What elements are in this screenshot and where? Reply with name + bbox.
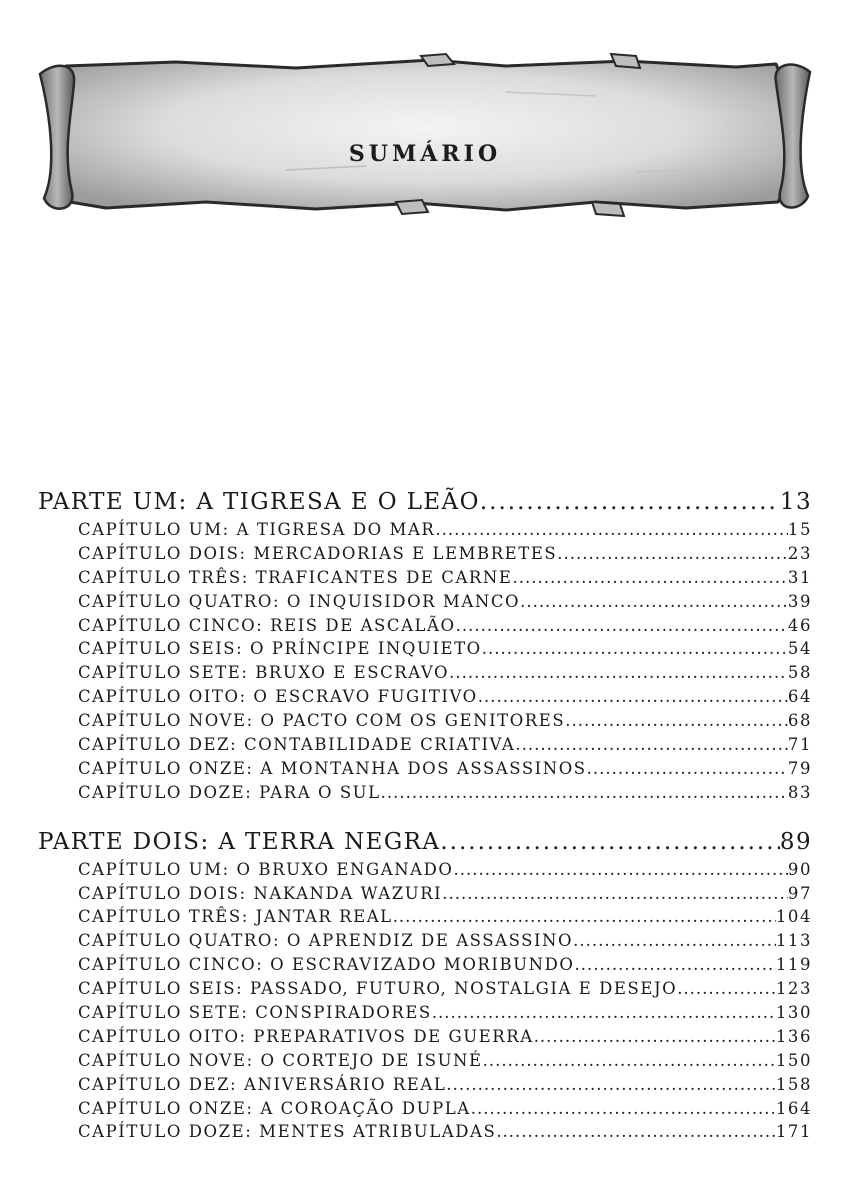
toc-chapter-page: 164 [775, 1098, 812, 1118]
toc-chapter-entry[interactable] [38, 1120, 812, 1144]
toc-chapter-entry[interactable] [38, 977, 812, 1001]
toc-chapter-page: 104 [775, 907, 812, 927]
toc-chapter-title: CAPÍTULO CINCO: O ESCRAVIZADO MORIBUNDO [78, 955, 575, 975]
toc-chapter-page: 97 [787, 883, 812, 903]
toc-chapter-title: CAPÍTULO SEIS: PASSADO, FUTURO, NOSTALGIA E DESEJO [78, 979, 678, 999]
toc-chapter-entry[interactable] [38, 1049, 812, 1073]
toc-chapter-title: CAPÍTULO OITO: PREPARATIVOS DE GUERRA [78, 1026, 534, 1046]
toc-chapter-entry[interactable] [38, 1025, 812, 1049]
toc-chapter-page: 31 [787, 567, 812, 587]
toc-chapter-entry[interactable] [38, 929, 812, 953]
toc-part-title: PARTE UM: A TIGRESA E O LEÃO [38, 489, 480, 515]
toc-chapter-page: 123 [775, 979, 812, 999]
toc-chapter-title: CAPÍTULO CINCO: REIS DE ASCALÃO [78, 615, 456, 635]
title-banner [36, 52, 814, 217]
toc-chapter-page: 68 [787, 711, 812, 731]
dot-leader [478, 685, 788, 709]
toc-chapter-title: CAPÍTULO DOIS: NAKANDA WAZURI [78, 883, 443, 903]
toc-chapter-title: CAPÍTULO QUATRO: O APRENDIZ DE ASSASSINO [78, 931, 574, 951]
toc-chapter-title: CAPÍTULO UM: O BRUXO ENGANADO [78, 859, 454, 879]
dot-leader [456, 614, 788, 638]
toc-chapter-title: CAPÍTULO OITO: O ESCRAVO FUGITIVO [78, 687, 478, 707]
toc-part [38, 826, 812, 1145]
dot-leader [573, 929, 776, 953]
toc-part-page: 13 [779, 489, 812, 515]
toc-chapter-title: CAPÍTULO TRÊS: TRAFICANTES DE CARNE [78, 567, 513, 587]
dot-leader [520, 590, 788, 614]
toc-chapter-entry[interactable] [38, 661, 812, 685]
parchment-scroll-graphic [36, 52, 814, 217]
toc-chapter-page: 54 [787, 639, 812, 659]
toc-chapter-entry[interactable] [38, 1001, 812, 1025]
toc-chapter-page: 15 [787, 520, 812, 539]
toc-chapter-title: CAPÍTULO TRÊS: JANTAR REAL [78, 907, 393, 927]
toc-part-page: 89 [779, 828, 812, 855]
toc-chapter-title: CAPÍTULO NOVE: O PACTO COM OS GENITORES [78, 711, 566, 731]
toc-chapter-entry[interactable] [38, 1097, 812, 1121]
toc-part [38, 486, 812, 805]
toc-chapter-title: CAPÍTULO DEZ: CONTABILIDADE CRIATIVA [78, 735, 516, 755]
dot-leader [440, 826, 780, 858]
toc-chapter-entry[interactable] [38, 858, 812, 882]
toc-chapter-page: 158 [775, 1074, 812, 1094]
toc-chapter-page: 64 [787, 687, 812, 707]
toc-chapter-title: CAPÍTULO ONZE: A COROAÇÃO DUPLA [78, 1098, 471, 1118]
dot-leader [534, 1025, 776, 1049]
toc-chapter-page: 150 [775, 1050, 812, 1070]
dot-leader [512, 566, 787, 590]
toc-chapter-page: 46 [787, 615, 812, 635]
dot-leader [446, 1073, 775, 1097]
toc-chapter-entry[interactable] [38, 882, 812, 906]
dot-leader [482, 637, 788, 661]
dot-leader [449, 661, 788, 685]
toc-chapter-entry[interactable] [38, 637, 812, 661]
toc-chapter-entry[interactable] [38, 953, 812, 977]
toc-chapter-page: 171 [775, 1122, 812, 1142]
toc-chapter-title: CAPÍTULO QUATRO: O INQUISIDOR MANCO [78, 591, 521, 611]
toc-chapter-page: 58 [787, 663, 812, 683]
dot-leader [483, 1049, 776, 1073]
toc-part-heading[interactable] [38, 826, 812, 858]
toc-chapter-page: 130 [775, 1003, 812, 1023]
toc-chapter-page: 136 [775, 1026, 812, 1046]
toc-chapter-title: CAPÍTULO UM: A TIGRESA DO MAR [78, 520, 436, 539]
dot-leader [574, 953, 775, 977]
toc-chapter-title: CAPÍTULO SETE: CONSPIRADORES [78, 1003, 432, 1023]
toc-chapter-entry[interactable] [38, 1073, 812, 1097]
dot-leader [515, 733, 788, 757]
dot-leader [471, 1097, 776, 1121]
dot-leader [442, 882, 788, 906]
toc-chapter-entry[interactable] [38, 905, 812, 929]
dot-leader [587, 757, 788, 781]
toc-part-title: PARTE DOIS: A TERRA NEGRA [38, 828, 441, 855]
toc-chapter-page: 90 [787, 859, 812, 879]
toc-chapter-page: 79 [787, 758, 812, 778]
dot-leader [435, 518, 788, 542]
toc-chapter-page: 83 [787, 782, 812, 802]
table-of-contents [38, 486, 812, 1144]
toc-part-heading[interactable] [38, 486, 812, 518]
toc-chapter-entry[interactable] [38, 542, 812, 566]
toc-chapter-entry[interactable] [38, 614, 812, 638]
dot-leader [454, 858, 788, 882]
toc-chapter-title: CAPÍTULO DOZE: PARA O SUL [78, 782, 381, 802]
toc-chapter-page: 39 [787, 591, 812, 611]
toc-chapter-title: CAPÍTULO ONZE: A MONTANHA DOS ASSASSINOS [78, 758, 587, 778]
toc-chapter-entry[interactable] [38, 518, 812, 542]
toc-chapter-title: CAPÍTULO SETE: BRUXO E ESCRAVO [78, 663, 450, 683]
page-title: SUMÁRIO [348, 141, 502, 167]
toc-chapter-title: CAPÍTULO NOVE: O CORTEJO DE ISUNÉ [78, 1050, 483, 1070]
dot-leader [381, 781, 788, 805]
dot-leader [432, 1001, 776, 1025]
toc-chapter-entry[interactable] [38, 590, 812, 614]
dot-leader [557, 542, 788, 566]
toc-chapter-entry[interactable] [38, 781, 812, 805]
toc-chapter-page: 23 [787, 543, 812, 563]
dot-leader [677, 977, 776, 1001]
toc-chapter-entry[interactable] [38, 685, 812, 709]
dot-leader [480, 486, 780, 518]
toc-chapter-page: 113 [775, 931, 812, 951]
toc-chapter-entry[interactable] [38, 566, 812, 590]
toc-chapter-entry[interactable] [38, 709, 812, 733]
toc-chapter-entry[interactable] [38, 733, 812, 757]
toc-chapter-title: CAPÍTULO DOIS: MERCADORIAS E LEMBRETES [78, 543, 558, 563]
toc-chapter-entry[interactable] [38, 757, 812, 781]
dot-leader [393, 905, 776, 929]
dot-leader [565, 709, 788, 733]
toc-chapter-page: 71 [787, 735, 812, 755]
dot-leader [496, 1120, 776, 1144]
toc-chapter-title: CAPÍTULO DOZE: MENTES ATRIBULADAS [78, 1122, 497, 1142]
toc-chapter-page: 119 [775, 955, 812, 975]
toc-chapter-title: CAPÍTULO SEIS: O PRÍNCIPE INQUIETO [78, 639, 482, 659]
toc-chapter-title: CAPÍTULO DEZ: ANIVERSÁRIO REAL [78, 1074, 447, 1094]
